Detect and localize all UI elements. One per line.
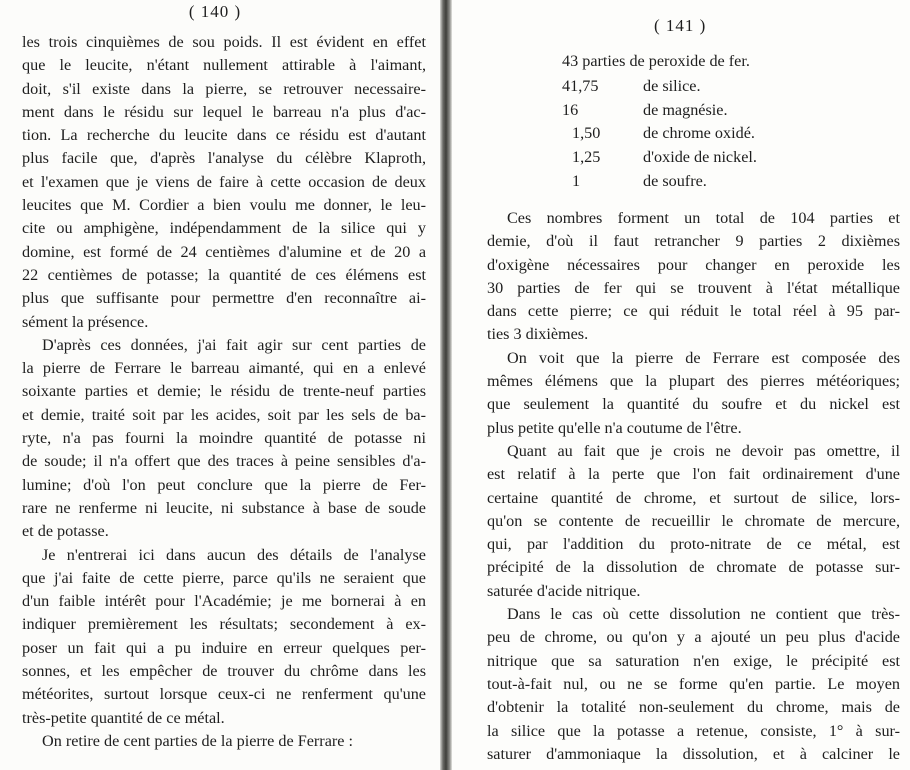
- amount: 1,25: [572, 148, 601, 166]
- text-line: d'un faible intérêt pour l'Académie; je me bornerai à en: [22, 592, 426, 611]
- text-line: tout-à-fait nul, ou ne se forme qu'en partie. Le moyen: [487, 674, 900, 693]
- text-line: peu de chrome, ou qu'on y a ajouté un peu plus d'acide: [487, 628, 900, 647]
- amount: 43 parties de peroxide de fer.: [562, 52, 750, 70]
- text-line: poser un fait qui a pu induire en erreur quelques per-: [22, 638, 426, 657]
- amount: 1: [572, 172, 581, 190]
- text-line: les trois cinquièmes de sou poids. Il est évident en effet: [22, 33, 426, 51]
- text-line: très-petite quantité de ce métal.: [22, 708, 225, 727]
- paragraph: [487, 603, 900, 766]
- text-line: cite ou amphigène, indépendamment de la silice qui y: [22, 219, 426, 238]
- amount: 16: [562, 101, 579, 119]
- text-line: lumine; d'où l'on peut conclure que la pierre de Fer-: [22, 475, 426, 494]
- text-line: Quant au fait que je crois ne devoir pas omettre, il: [507, 441, 900, 460]
- text-line: d'oxigène nécessaires pour changer en peroxide les: [487, 255, 900, 274]
- text-line: et demie, traité soit par les acides, soit par les sels de ba-: [22, 405, 426, 424]
- paragraph: [22, 334, 426, 544]
- text-line: 30 parties de fer qui se trouvent à l'état métallique: [487, 278, 900, 297]
- text-line: est relatif à la perte que l'on fait ordinairement d'une: [487, 465, 900, 484]
- substance: d'oxide de nickel.: [643, 148, 757, 166]
- text-line: ryte, n'a pas fourni la moindre quantité de potasse ni: [22, 429, 426, 448]
- text-line: nitrique que sa saturation n'en exige, le précipité est: [487, 651, 900, 670]
- substance: de chrome oxidé.: [643, 124, 755, 142]
- page-body: [487, 207, 900, 766]
- page-number: ( 141 ): [654, 16, 707, 35]
- text-line: plus facile que, d'après l'analyse du célèbre Klaproth,: [22, 149, 426, 168]
- paragraph: [22, 730, 426, 753]
- text-line: que j'ai faite de cette pierre, parce qu'ils ne seraient que: [22, 568, 426, 587]
- text-line: qui, par l'addition du proto-nitrate de ce métal, est: [487, 535, 900, 554]
- text-line: domine, est formé de 24 centièmes d'alumine et de 20 a: [22, 242, 426, 261]
- text-line: que le leucite, n'étant nullement attirable à l'aimant,: [22, 56, 426, 75]
- text-line: 22 centièmes de potasse; la quantité de ces élémens est: [22, 265, 426, 284]
- substance: de peroxide de fer.: [629, 52, 750, 70]
- text-line: rare ne renferme ni leucite, ni substance à base de soude: [22, 498, 426, 517]
- left-page: [0, 0, 442, 770]
- text-line: Dans le cas où cette dissolution ne contient que très-: [507, 605, 900, 624]
- text-line: D'après ces données, j'ai fait agir sur cent parties de: [42, 335, 426, 354]
- text-line: On retire de cent parties de la pierre de Ferrare :: [42, 731, 353, 750]
- text-line: On voit que la pierre de Ferrare est composée des: [507, 348, 900, 367]
- text-line: saturée d'acide nitrique.: [487, 581, 641, 600]
- text-line: doit, s'il existe dans la pierre, se retrouver necessaire-: [22, 79, 426, 98]
- text-line: dans cette pierre; ce qui réduit le total réel à 95 par-: [487, 302, 900, 321]
- text-line: la pierre de Ferrare le barreau aimanté, qui en a enlevé: [22, 359, 426, 378]
- text-line: ties 3 dixièmes.: [487, 325, 589, 344]
- text-line: sément la présence.: [22, 312, 149, 331]
- substance: de silice.: [643, 77, 701, 95]
- paragraph: [487, 440, 900, 603]
- text-line: et de potasse.: [22, 522, 109, 541]
- text-line: Ces nombres forment un total de 104 parties et: [507, 209, 900, 227]
- text-line: de soude; il n'a offert que des traces à peine sensibles d'a-: [22, 452, 426, 471]
- text-line: indiquer premièrement les résultats; secondement à ex-: [22, 615, 426, 634]
- book-gutter: [440, 0, 452, 770]
- text-line: certaine quantité de chrome, et surtout de silice, lors-: [487, 488, 900, 507]
- text-line: sonnes, et les empêcher de trouver du chrôme dans les: [22, 662, 426, 681]
- substance: de soufre.: [643, 172, 707, 190]
- page-body: [22, 31, 426, 753]
- text-line: saturer d'ammoniaque la dissolution, et à calciner le: [487, 744, 900, 763]
- text-line: météorites, surtout lorsque ceux-ci ne renferment qu'une: [22, 685, 426, 704]
- right-page: [452, 0, 910, 770]
- text-line: ment dans le résidu sur lequel le barreau n'a plus d'ac-: [22, 102, 426, 121]
- text-line: plus que suffisante pour permettre d'en reconnaître ai-: [22, 289, 426, 308]
- text-line: soixante parties et demie; le résidu de trente-neuf parties: [22, 382, 426, 401]
- text-line: tion. La recherche du leucite dans ce résidu est d'autant: [22, 126, 426, 145]
- amount: 41,75: [562, 77, 599, 95]
- text-line: demie, d'où il faut retrancher 9 parties 2 dixièmes: [487, 232, 900, 251]
- substance: de magnésie.: [643, 101, 728, 119]
- text-line: mêmes élémens que la plupart des pierres météoriques;: [487, 372, 900, 391]
- amount: 1,50: [572, 124, 601, 142]
- text-line: leucites que M. Cordier a bien voulu me donner, le leu-: [22, 196, 426, 215]
- text-line: la silice que la potasse a retenue, consiste, 1° à sur-: [487, 721, 900, 740]
- text-line: qu'on se contente de recueillir le chromate de mercure,: [487, 511, 900, 530]
- paragraph: [487, 347, 900, 440]
- page-number: ( 140 ): [188, 2, 242, 21]
- text-line: d'obtenir la totalité non-seulement du chrome, mais de: [487, 698, 900, 717]
- paragraph: [487, 207, 900, 347]
- text-line: et l'examen que je viens de faire à cette occasion de deux: [22, 172, 426, 191]
- text-line: Je n'entrerai ici dans aucun des détails de l'analyse: [42, 545, 426, 564]
- paragraph: [22, 544, 426, 730]
- text-line: plus petite qu'elle n'a coutume de l'être.: [487, 418, 742, 437]
- paragraph: [22, 31, 426, 334]
- text-line: précipité de la dissolution de chromate de potasse sur-: [487, 558, 900, 577]
- text-line: que seulement la quantité du soufre et du nickel est: [487, 395, 900, 414]
